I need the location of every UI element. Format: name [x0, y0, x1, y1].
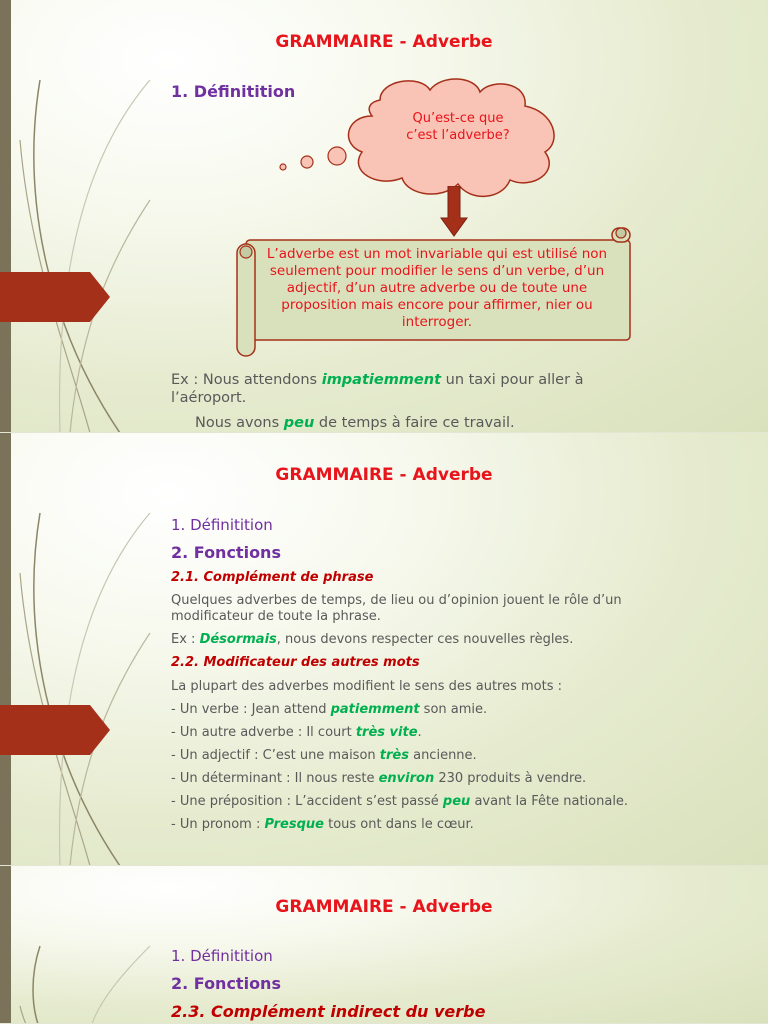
list-item [171, 748, 477, 764]
decorative-curves [0, 0, 200, 433]
list-item-prefix: - Un autre adverbe : Il court [171, 725, 356, 740]
list-item-suffix: avant la Fête nationale. [470, 794, 629, 809]
example-1-prefix: Ex : Nous attendons [171, 372, 322, 388]
section-heading-definition: 1. Définitition [171, 82, 296, 101]
slide-title: GRAMMAIRE - Adverbe [275, 32, 493, 52]
list-item-prefix: - Un déterminant : Il nous reste [171, 771, 379, 786]
subheading-word-modifier: 2.2. Modificateur des autres mots [171, 655, 420, 670]
decorative-curves [0, 866, 200, 1024]
list-item-adverb: patiemment [330, 702, 420, 717]
section-heading-definition: 1. Définitition [171, 516, 273, 534]
section-heading-functions: 2. Fonctions [171, 543, 281, 562]
red-tab-marker [0, 705, 112, 755]
list-item-suffix: son amie. [419, 702, 488, 717]
paragraph-2: La plupart des adverbes modifient le sens des autres mots : [171, 679, 563, 694]
example-suffix: , nous devons respecter ces nouvelles règles. [276, 632, 574, 647]
list-item-prefix: - Une préposition : L’accident s’est passé [171, 794, 443, 809]
paragraph-1-line-2: modificateur de toute la phrase. [171, 609, 381, 624]
paragraph-1-line-1: Quelques adverbes de temps, de lieu ou d’opinion jouent le rôle d’un [171, 593, 622, 608]
list-item-prefix: - Un pronom : [171, 817, 265, 832]
list-item-suffix: ancienne. [408, 748, 477, 763]
cloud-question-line-2: c’est l’adverbe? [406, 128, 510, 143]
example-line-2 [195, 414, 655, 432]
list-item-adverb: Presque [264, 817, 324, 832]
list-item [171, 794, 628, 810]
list-item-adverb: très [379, 748, 409, 763]
example-line-1 [171, 371, 631, 407]
example-2-suffix: de temps à faire ce travail. [314, 415, 515, 431]
slide-title: GRAMMAIRE - Adverbe [275, 465, 493, 485]
subheading-indirect-complement: 2.3. Complément indirect du verbe [171, 1002, 486, 1021]
example-2-adverb: peu [283, 415, 315, 431]
list-item [171, 817, 474, 833]
example-line [171, 632, 573, 648]
list-item [171, 771, 586, 787]
list-item [171, 702, 487, 718]
thought-cloud [270, 72, 570, 242]
definition-text: L’adverbe est un mot invariable qui est utilisé non seulement pour modifier le sens d’un verbe, d’un adjectif, d’un autre adverbe ou de toute une proposition mais encore pour affirmer, nier ou interroger. [266, 246, 608, 330]
list-item-suffix: . [417, 725, 422, 740]
cloud-question-line-1: Qu’est-ce que [412, 111, 504, 126]
decorative-curves [0, 433, 200, 866]
example-1-adverb: impatiemment [321, 372, 442, 388]
example-1-suffix: un taxi pour aller à l’aéroport. [171, 372, 584, 406]
list-item-suffix: tous ont dans le cœur. [323, 817, 474, 832]
cloud-question [368, 110, 548, 144]
section-heading-definition: 1. Définitition [171, 947, 273, 965]
list-item-suffix: 230 produits à vendre. [434, 771, 587, 786]
list-item-prefix: - Un verbe : Jean attend [171, 702, 331, 717]
slide-3 [0, 866, 768, 1024]
subheading-sentence-complement: 2.1. Complément de phrase [171, 570, 374, 585]
list-item-adverb: très vite [355, 725, 418, 740]
list-item-adverb: peu [442, 794, 471, 809]
slide-title: GRAMMAIRE - Adverbe [275, 897, 493, 917]
list-item [171, 725, 422, 741]
example-prefix: Ex : [171, 632, 200, 647]
slide-1 [0, 0, 768, 433]
list-item-prefix: - Un adjectif : C’est une maison [171, 748, 380, 763]
example-adverb: Désormais [199, 632, 277, 647]
example-2-prefix: Nous avons [195, 415, 284, 431]
red-tab-marker [0, 272, 112, 322]
list-item-adverb: environ [378, 771, 435, 786]
section-heading-functions: 2. Fonctions [171, 974, 281, 993]
slide-2 [0, 433, 768, 866]
